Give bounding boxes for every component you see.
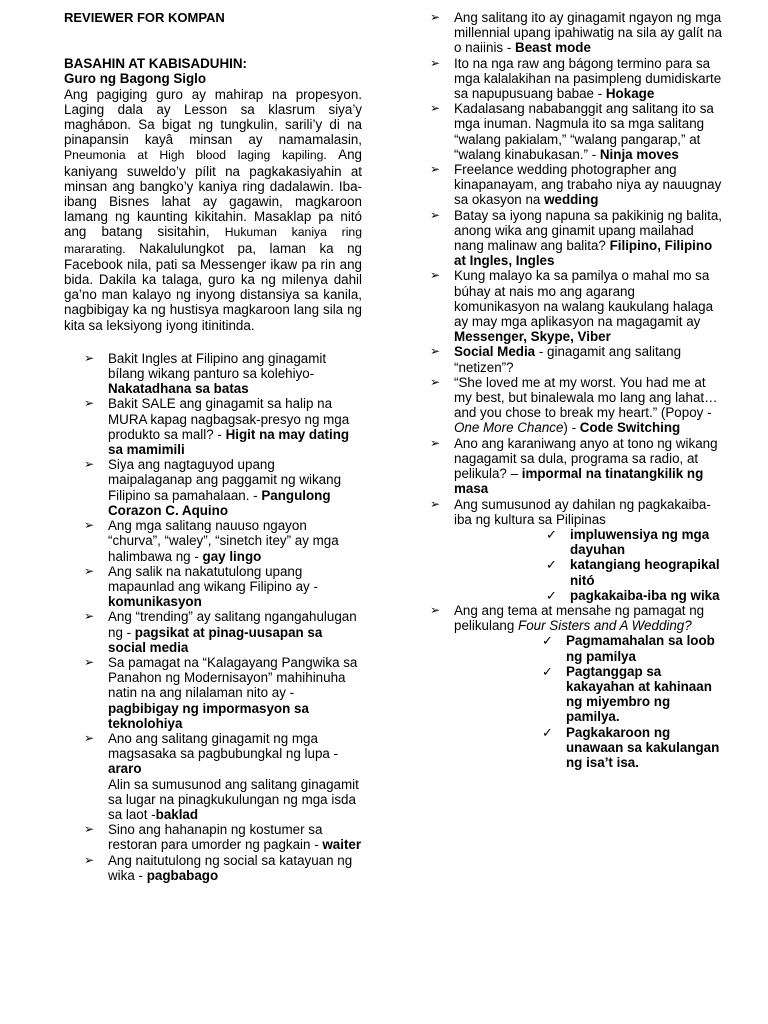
question-text: Ang ang tema at mensahe ng pamagat ng pelikulang: [454, 602, 705, 634]
check-item-label: pagkakaiba-iba ng wika: [570, 587, 720, 603]
list-item: [64, 457, 362, 518]
right-column: [430, 10, 722, 770]
question-text: Sino ang hahanapin ng kostumer sa restoran para umorder ng pagkain -: [108, 822, 323, 853]
answer-text: pagbabago: [146, 867, 219, 883]
answer-text: Filipino, Filipino at Ingles, Ingles: [454, 238, 713, 269]
arrow-bullet-icon: ➢: [430, 602, 441, 617]
answer-text: impormal na tinatangkilik ng masa: [454, 466, 704, 497]
arrow-bullet-icon: ➢: [430, 162, 441, 177]
poem-text-pneumonia: Pneumonia at High blood laging kapiling.: [64, 148, 327, 163]
answer-text: Social Media: [454, 344, 536, 360]
check-item: [546, 557, 722, 587]
answer-text: Code Switching: [579, 420, 681, 436]
poem-text-hukuman: Hukuman kaniya ring mararating.: [64, 225, 362, 256]
arrow-bullet-icon: ➢: [430, 374, 441, 389]
question-text: Sa pamagat na “Kalagayang Pangwika sa Panahon ng Modernisayon” mahihinuha natin na ang nilalaman nito ay -: [108, 654, 358, 701]
movie-title-text: One More Chance: [454, 420, 564, 436]
answer-text: pagsikat at pinag-uusapan sa social media: [108, 624, 323, 655]
list-item: [430, 603, 722, 770]
answer-text: baklad: [155, 806, 199, 822]
question-text: Ang mga salitang nauuso ngayon “churva”, “waley”, “sinetch itey” ay mga halimbawa ng -: [108, 518, 339, 564]
arrow-bullet-icon: ➢: [430, 10, 441, 24]
question-text: Kadalasang nababanggit ang salitang ito sa mga inuman. Nagmula ito sa mga salitang “walang pakialam,” “walang pangarap,” at “walang kinabukasan.” -: [454, 101, 714, 162]
question-text: Ang salik na nakatutulong upang mapaunlad ang wikang Filipino ay -: [108, 563, 318, 594]
list-item: [64, 351, 362, 397]
question-text: Alin sa sumusunod ang salitang ginagamit sa lugar na pinagkukulungan ng mga isda sa laot -: [108, 776, 359, 822]
check-item-label: impluwensiya ng mga dayuhan: [570, 526, 710, 558]
arrow-bullet-icon: ➢: [84, 457, 95, 472]
arrow-bullet-icon: ➢: [84, 852, 95, 867]
answer-text: araro: [108, 761, 142, 777]
arrow-bullet-icon: ➢: [430, 268, 441, 283]
question-text: Bakit SALE ang ginagamit sa halip na MURA kapag nagbagsak-presyo ng mga produkto sa mall? -: [108, 396, 350, 442]
question-text: Ano ang salitang ginagamit ng mga magsasaka sa pagbubungkal ng lupa -: [108, 730, 339, 762]
answer-text: Nakatadhana sa batas: [108, 381, 249, 397]
document-title: REVIEWER FOR KOMPAN: [64, 10, 225, 25]
list-item: [64, 396, 362, 457]
answer-text: Ninja moves: [599, 146, 679, 162]
list-item: [430, 268, 722, 344]
arrow-bullet-icon: ➢: [84, 518, 95, 533]
list-item: [430, 375, 722, 436]
poem-text-1: Ang pagiging guro ay mahirap na propesyon. Laging dala ay Lesson sa klasrum siya’y magháɒon. Sa bigat ng tungkulin, sarili’y di na pinapansin kayâ minsan ay namamalasin,: [64, 86, 362, 148]
list-item: [64, 518, 362, 564]
list-item: [64, 853, 362, 883]
question-text: Ang salitang ito ay ginagamit ngayon ng mga millennial upang ipahiwatig na sila ay galít na o naiinis -: [454, 10, 722, 56]
check-item-label: Pagmamahalan sa loob ng pamilya: [566, 633, 715, 664]
checkmark-icon: ✓: [542, 724, 553, 740]
check-item: [546, 588, 722, 603]
check-item: [542, 664, 722, 725]
list-item: [64, 564, 362, 610]
checkmark-icon: ✓: [546, 526, 557, 542]
answer-text: Hokage: [605, 86, 655, 102]
checkmark-icon: ✓: [542, 663, 553, 679]
answer-text: pagbibigay ng impormasyon sa teknolohiya: [108, 700, 309, 731]
arrow-bullet-icon: ➢: [430, 344, 441, 359]
section-title: BASAHIN AT KABISADUHIN:: [64, 56, 247, 72]
list-item: [64, 609, 362, 655]
arrow-bullet-icon: ➢: [84, 609, 95, 624]
list-item: [430, 436, 722, 497]
question-text: Ito na nga raw ang bágong termino para sa mga kalalakihan na pasimpleng dumidiskarte sa napupusuang babae -: [454, 55, 722, 102]
answer-text: gay lingo: [202, 548, 262, 564]
movie-title-text: Four Sisters and A Wedding?: [518, 618, 692, 634]
list-item: [64, 822, 362, 852]
arrow-bullet-icon: ➢: [84, 822, 95, 837]
question-text: Ang “trending” ay salitang ngangahulugan ng -: [108, 609, 357, 640]
answer-text: Messenger, Skype, Viber: [454, 329, 611, 345]
answer-text: komunikasyon: [108, 594, 202, 610]
left-question-list: [64, 351, 362, 883]
poem-paragraph: [64, 87, 362, 333]
list-item: [430, 208, 722, 269]
question-text: Batay sa iyong napuna sa pakikinig ng balita, anong wika ang ginamit upang mailahad nang malinaw ang balita?: [454, 207, 722, 254]
list-item: [430, 162, 722, 208]
check-item: [542, 725, 722, 771]
list-item: [64, 731, 362, 822]
answer-text: Higit na may dating sa mamimili: [108, 426, 350, 458]
question-text: Bakit Ingles at Filipino ang ginagamit bílang wikang panturo sa kolehiyo-: [108, 350, 327, 382]
arrow-bullet-icon: ➢: [430, 496, 441, 511]
answer-text: Beast mode: [515, 40, 591, 56]
question-text: ) -: [563, 420, 580, 436]
question-text: “She loved me at my worst. You had me at my best, but binalewala mo lang ang lahat…and you chose to break my heart.” (Popoy -: [454, 374, 718, 421]
list-item: [430, 497, 722, 603]
checkmark-icon: ✓: [546, 557, 557, 573]
answer-text: Pangulong Corazon C. Aquino: [108, 487, 331, 518]
arrow-bullet-icon: ➢: [84, 730, 95, 745]
answer-text: waiter: [322, 837, 362, 853]
arrow-bullet-icon: ➢: [430, 55, 441, 70]
question-text: Siya ang nagtaguyod upang maipalaganap ang paggamit ng wikang Filipino sa pamahalaan. -: [108, 457, 342, 503]
arrow-bullet-icon: ➢: [84, 563, 95, 578]
question-text: Ang sumusunod ay dahilan ng pagkakaiba-iba ng kultura sa Pilipinas: [454, 496, 711, 527]
right-question-list: [430, 10, 722, 770]
check-item-label: Pagkakaroon ng unawaan sa kakulangan ng isa’t isa.: [566, 724, 720, 770]
question-text: Freelance wedding photographer ang kinapanayam, ang trabaho niya ay nauugnay sa okasyon na: [454, 162, 722, 208]
list-item: [430, 10, 722, 56]
list-item: [430, 344, 722, 374]
question-text: Ano ang karaniwang anyo at tono ng wikang nagagamit sa dula, programa sa radio, at pelikula? –: [454, 435, 718, 482]
check-list-culture: [546, 527, 722, 603]
poem-title: Guro ng Bagong Siglo: [64, 71, 207, 87]
arrow-bullet-icon: ➢: [84, 350, 95, 365]
answer-text: wedding: [544, 192, 599, 208]
check-item: [546, 527, 722, 557]
arrow-bullet-icon: ➢: [84, 654, 95, 669]
list-item: [430, 101, 722, 162]
check-item: [542, 633, 722, 663]
checkmark-icon: ✓: [546, 587, 557, 603]
check-item-label: Pagtanggap sa kakayahan at kahinaan ng miyembro ng pamilya.: [566, 663, 712, 725]
poem-text-2: Ang kaniyang suweldo’y pílit na pagkakasiyahin at minsan ang bangko’y kaniya ring dadalawin. Iba-ibang Bisnes lahat ay gagawin, magkaroon lamang ng kaunting kikitahin. Masaklap pa nitó ang batang sisitahin,: [64, 147, 362, 240]
question-text: Ang naitutulong ng social sa katayuan ng wika -: [108, 852, 353, 883]
check-list-theme: [542, 633, 722, 770]
checkmark-icon: ✓: [542, 633, 553, 649]
arrow-bullet-icon: ➢: [430, 435, 441, 450]
arrow-bullet-icon: ➢: [430, 101, 441, 116]
poem-text-3: Nakalulungkot pa, laman ka ng Facebook nila, pati sa Messenger ikaw pa rin ang bida. Dakila ka talaga, guro ka ng milenya dahil ga’no man kalayo ng inyong distansiya sa kanila, nagbibigay ka ng hustisya magkaroon lang sila ng kita sa leksiyong iyong itinitinda.: [64, 240, 362, 333]
list-item: [430, 56, 722, 102]
question-text: - ginagamit ang salitang “netizen”?: [454, 344, 682, 375]
arrow-bullet-icon: ➢: [84, 396, 95, 411]
arrow-bullet-icon: ➢: [430, 207, 441, 222]
question-text: Kung malayo ka sa pamilya o mahal mo sa búhay at nais mo ang agarang komunikasyon na walang kaukulang halaga ay may mga aplikasyon na magagamit ay: [454, 268, 714, 330]
check-item-label: katangiang heograpikal nitó: [570, 557, 720, 588]
list-item: [64, 655, 362, 731]
left-column: [64, 10, 362, 883]
